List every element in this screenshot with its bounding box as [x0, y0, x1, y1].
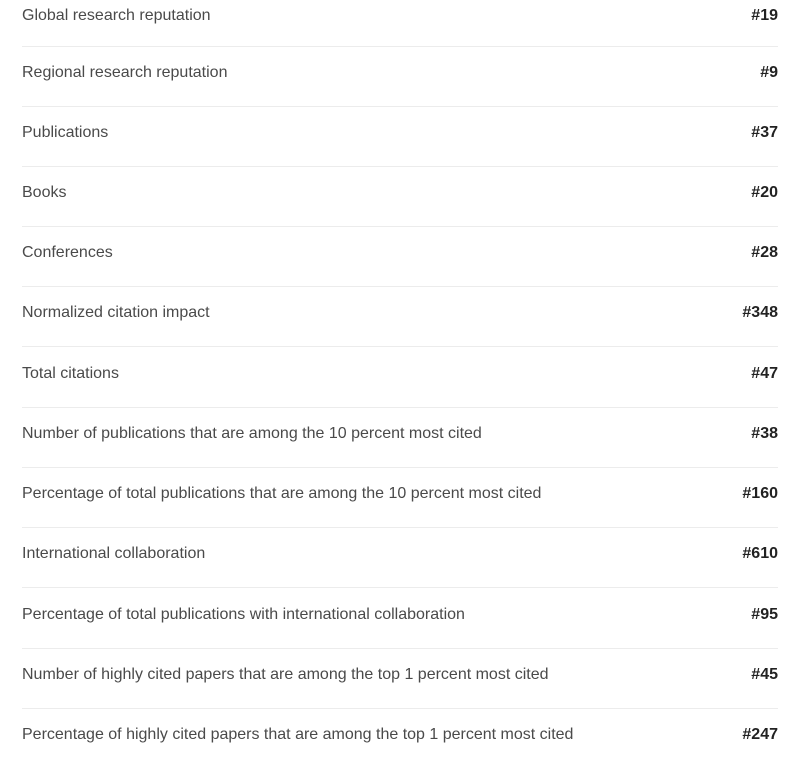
rank-value: #20 — [751, 184, 778, 201]
rank-value: #95 — [751, 606, 778, 623]
ranking-row — [0, 47, 800, 107]
indicator-label: Percentage of total publications with international collaboration — [22, 606, 465, 623]
ranking-row — [0, 709, 800, 761]
ranking-row — [0, 589, 800, 649]
indicator-label: Number of publications that are among the 10 percent most cited — [22, 425, 482, 442]
rank-value: #160 — [742, 485, 778, 502]
rank-value: #9 — [760, 64, 778, 81]
ranking-row — [0, 408, 800, 468]
ranking-row — [0, 468, 800, 528]
indicator-label: Global research reputation — [22, 7, 211, 24]
indicator-label: Number of highly cited papers that are among the top 1 percent most cited — [22, 666, 549, 683]
rank-value: #37 — [751, 124, 778, 141]
rank-value: #47 — [751, 365, 778, 382]
indicator-label: Total citations — [22, 365, 119, 382]
indicator-label: Conferences — [22, 244, 113, 261]
indicator-label: Percentage of highly cited papers that are among the top 1 percent most cited — [22, 726, 574, 743]
ranking-row — [0, 0, 800, 47]
ranking-row — [0, 107, 800, 167]
ranking-row — [0, 227, 800, 287]
row-divider — [22, 587, 778, 588]
ranking-row — [0, 528, 800, 588]
rank-value: #19 — [751, 7, 778, 24]
indicator-label: Regional research reputation — [22, 64, 228, 81]
rank-value: #348 — [742, 304, 778, 321]
row-divider — [22, 346, 778, 347]
rank-value: #247 — [742, 726, 778, 743]
indicator-label: International collaboration — [22, 545, 206, 562]
rank-value: #45 — [751, 666, 778, 683]
indicator-label: Normalized citation impact — [22, 304, 210, 321]
rank-value: #610 — [742, 545, 778, 562]
indicator-label: Publications — [22, 124, 109, 141]
ranking-row — [0, 287, 800, 347]
ranking-row — [0, 649, 800, 709]
ranking-row — [0, 167, 800, 227]
indicator-label: Books — [22, 184, 67, 201]
indicator-label: Percentage of total publications that are among the 10 percent most cited — [22, 485, 542, 502]
rank-value: #38 — [751, 425, 778, 442]
ranking-row — [0, 348, 800, 408]
rank-value: #28 — [751, 244, 778, 261]
